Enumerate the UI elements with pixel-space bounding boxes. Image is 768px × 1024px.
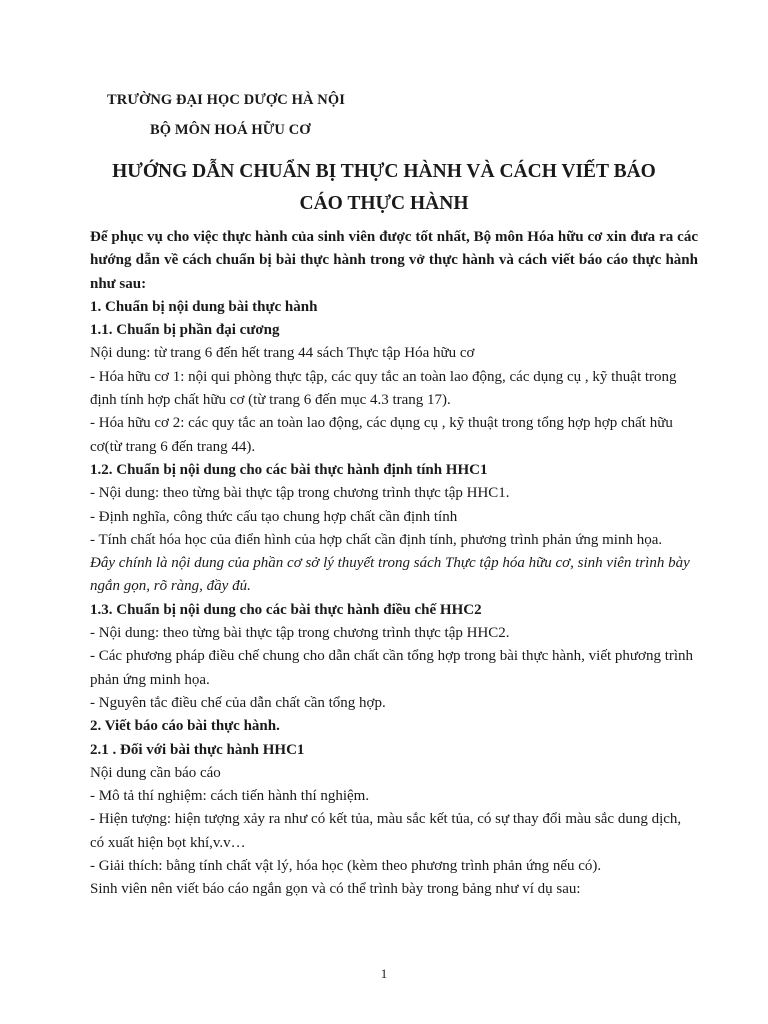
paragraph: - Nội dung: theo từng bài thực tập trong chương trình thực tập HHC1. <box>90 485 510 502</box>
section-heading-1-1: 1.1. Chuẩn bị phần đại cương <box>90 322 280 339</box>
paragraph: - Nội dung: theo từng bài thực tập trong chương trình thực tập HHC2. <box>90 625 510 642</box>
paragraph: Nội dung: từ trang 6 đến hết trang 44 sách Thực tập Hóa hữu cơ <box>90 345 475 362</box>
paragraph: - Mô tả thí nghiệm: cách tiến hành thí nghiệm. <box>90 788 370 805</box>
document-body <box>90 226 698 902</box>
section-heading-1-2: 1.2. Chuẩn bị nội dung cho các bài thực hành định tính HHC1 <box>90 461 488 478</box>
paragraph: Nội dung cần báo cáo <box>90 764 221 781</box>
paragraph: - Tính chất hóa học của điển hình của hợp chất cần định tính, phương trình phản ứng minh họa. <box>90 531 663 548</box>
section-heading-1-3: 1.3. Chuẩn bị nội dung cho các bài thực hành điều chế HHC2 <box>90 601 482 618</box>
paragraph: - Nguyên tắc điều chế của dẫn chất cần tổng hợp. <box>90 694 386 711</box>
section-heading-1: 1. Chuẩn bị nội dung bài thực hành <box>90 298 318 315</box>
document-title-line-1: HƯỚNG DẪN CHUẨN BỊ THỰC HÀNH VÀ CÁCH VIẾT BÁO <box>112 161 656 182</box>
document-title-line-2: CÁO THỰC HÀNH <box>299 193 469 214</box>
section-heading-2-1: 2.1 . Đối với bài thực hành HHC1 <box>90 741 305 758</box>
page-number: 1 <box>380 966 388 981</box>
italic-note: Đây chính là nội dung của phần cơ sở lý thuyết trong sách Thực tập hóa hữu cơ, sinh viên trình bày ngắn gọn, rõ ràng, đầy đủ. <box>90 555 690 595</box>
paragraph: - Hóa hữu cơ 2: các quy tắc an toàn lao động, các dụng cụ , kỹ thuật trong tổng hợp hợp chất hữu cơ(từ trang 6 đến trang 44). <box>90 415 673 455</box>
department-name: BỘ MÔN HOÁ HỮU CƠ <box>150 122 311 138</box>
intro-paragraph: Để phục vụ cho việc thực hành của sinh viên được tốt nhất, Bộ môn Hóa hữu cơ xin đưa ra các hướng dẫn về cách chuẩn bị bài thực hành trong vở thực hành và cách viết báo cáo thực hành như sau: <box>90 229 698 292</box>
paragraph: - Các phương pháp điều chế chung cho dẫn chất cần tổng hợp trong bài thực hành, viết phương trình phản ứng minh họa. <box>90 648 694 688</box>
paragraph: - Định nghĩa, công thức cấu tạo chung hợp chất cần định tính <box>90 508 458 525</box>
paragraph: Sinh viên nên viết báo cáo ngắn gọn và có thể trình bày trong bảng như ví dụ sau: <box>90 881 581 898</box>
paragraph: - Hiện tượng: hiện tượng xảy ra như có kết tủa, màu sắc kết tủa, có sự thay đổi màu sắc dung dịch, có xuất hiện bọt khí,v.v… <box>90 811 682 851</box>
section-heading-2: 2. Viết báo cáo bài thực hành. <box>90 718 280 735</box>
paragraph: - Giải thích: bằng tính chất vật lý, hóa học (kèm theo phương trình phản ứng nếu có). <box>90 858 602 875</box>
paragraph: - Hóa hữu cơ 1: nội qui phòng thực tập, các quy tắc an toàn lao động, các dụng cụ , kỹ thuật trong định tính hợp chất hữu cơ (từ trang 6 đến mục 4.3 trang 17). <box>90 368 677 409</box>
school-name: TRƯỜNG ĐẠI HỌC DƯỢC HÀ NỘI <box>107 92 345 108</box>
